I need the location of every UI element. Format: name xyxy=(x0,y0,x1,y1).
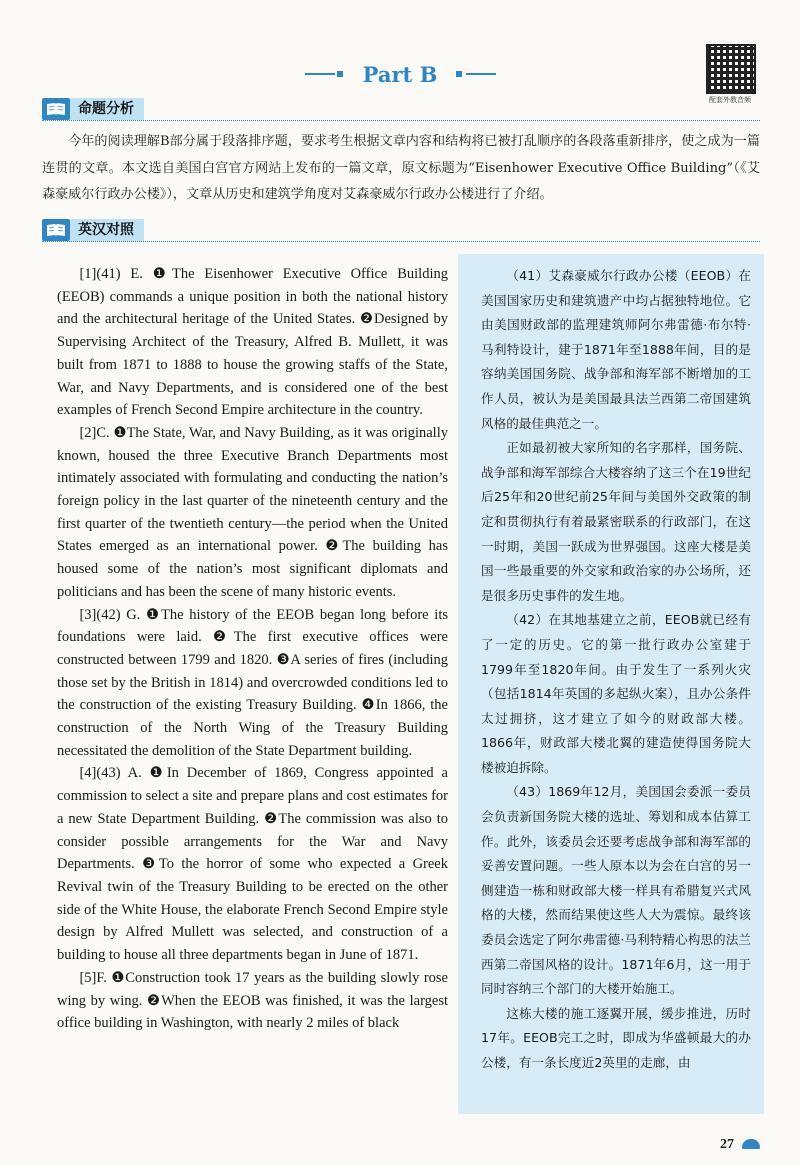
chinese-text-column xyxy=(481,264,751,1076)
chinese-paragraph-4: （43）1869年12月，美国国会委派一委员会负责新国务院大楼的选址、筹划和成本估算工作。此外，该委员会还要考虑战争部和海军部的妥善安置问题。一些人原本以为会在白宫的另一侧建造一栋和财政部大楼一样具有希腊复兴式风格的大楼，然而结果使这些人大为震惊。最终该委员会选定了阿尔弗雷德·马利特精心构思的法兰西第二帝国风格的设计。1871年6月，这一用于同时容纳三个部门的大楼开始施工。 xyxy=(481,784,751,997)
analysis-intro-text: 今年的阅读理解B部分属于段落排序题，要求考生根据文章内容和结构将已被打乱顺序的各段落重新排序，使之成为一篇连贯的文章。本文选自美国白宫官方网站上发布的一篇文章，原文标题为“Eisenhower Executive Office Building”（《艾森豪威尔行政办公楼》），文章从历史和建筑学角度对艾森豪威尔行政办公楼进行了介绍。 xyxy=(42,134,760,202)
analysis-heading-label: 命题分析 xyxy=(70,98,144,120)
chinese-paragraph-5: 这栋大楼的施工逐翼开展，缓步推进，历时17年。EEOB完工之时，即成为华盛顿最大的办公楼，有一条长度近2英里的走廊，由 xyxy=(481,1005,751,1070)
header-right-square xyxy=(456,71,462,77)
qr-caption: 配套外教音频 xyxy=(709,96,751,104)
analysis-divider xyxy=(42,120,760,122)
bilingual-heading-label: 英汉对照 xyxy=(70,219,144,241)
part-title: Part B xyxy=(362,62,438,87)
english-paragraph-1: [1](41) E. ❶The Eisenhower Executive Office Building (EEOB) commands a unique position in both the national history and the architectural heritage of the United States. ❷Designed by Supervising Architect of the Treasury, Alfred B. Mullett, it was built from 1871 to 1888 to house the growing staffs of the State, War, and Navy Departments, and is considered one of the best examples of French Second Empire architecture in the country. xyxy=(57,266,448,419)
english-text-column xyxy=(57,263,448,1035)
english-paragraph-4: [4](43) A. ❶In December of 1869, Congress appointed a commission to select a site and prepare plans and cost estimates for a new State Department Building. ❷The commission was also to consider possible arrangements for the War and Navy Departments. ❸To the horror of some who expected a Greek Revival twin of the Treasury Building to be erected on the other side of the White House, the elaborate French Second Empire style design by Alfred Mullett was selected, and construction of a building to house all three departments began in June of 1871. xyxy=(57,765,448,964)
qr-code-icon[interactable] xyxy=(706,44,756,94)
chinese-paragraph-1: （41）艾森豪威尔行政办公楼（EEOB）在美国国家历史和建筑遗产中均占据独特地位。它由美国财政部的监理建筑师阿尔弗雷德·布尔特·马利特设计，建于1871年至1888年间，目的是容纳美国国务院、战争部和海军部不断增加的工作人员，被认为是美国最具法兰西第二帝国建筑风格的最佳典范之一。 xyxy=(481,268,751,431)
chinese-paragraph-2: 正如最初被大家所知的名字那样，国务院、战争部和海军部综合大楼容纳了这三个在19世纪后25年和20世纪前25年间与美国外交政策的制定和贯彻执行有着最紧密联系的行政部门，在这一时期，美国一跃成为世界强国。这座大楼是美国一些最重要的外交家和政治家的办公场所，还是很多历史事件的发生地。 xyxy=(481,440,751,603)
book-icon xyxy=(42,98,70,120)
analysis-section-heading xyxy=(42,98,144,120)
book-icon xyxy=(42,219,70,241)
english-paragraph-2: [2]C. ❶The State, War, and Navy Building, as it was originally known, housed the three Executive Branch Departments most intimately associated with formulating and conducting the nation’s foreign policy in the last quarter of the nineteenth century and the first quarter of the twentieth century—the period when the United States emerged as an international power. ❷The building has housed some of the nation’s most significant diplomats and politicians and has been the scene of many historic events. xyxy=(57,424,448,600)
english-paragraph-3: [3](42) G. ❶The history of the EEOB began long before its foundations were laid. ❷The first executive offices were constructed between 1799 and 1820. ❸A series of fires (including those set by the British in 1814) and overcrowded conditions led to the construction of the existing Treasury Building. ❹In 1866, the construction of the North Wing of the Treasury Building necessitated the demolition of the State Department building. xyxy=(57,606,448,759)
mortarboard-icon xyxy=(742,1139,760,1149)
bilingual-section-heading xyxy=(42,219,144,241)
header-right-rule xyxy=(466,73,496,75)
page-number: 27 xyxy=(720,1137,734,1152)
english-paragraph-5: [5]F. ❶Construction took 17 years as the building slowly rose wing by wing. ❷When the EEOB was finished, it was the largest office building in Washington, with nearly 2 miles of black xyxy=(57,969,448,1032)
chinese-paragraph-3: （42）在其地基建立之前，EEOB就已经有了一定的历史。它的第一批行政办公室建于1799年至1820年间。由于发生了一系列火灾（包括1814年英国的多起纵火案），且办公条件太过拥挤，这才建立了如今的财政部大楼。1866年，财政部大楼北翼的建造使得国务院大楼被迫拆除。 xyxy=(481,612,751,775)
bilingual-divider xyxy=(42,241,760,243)
